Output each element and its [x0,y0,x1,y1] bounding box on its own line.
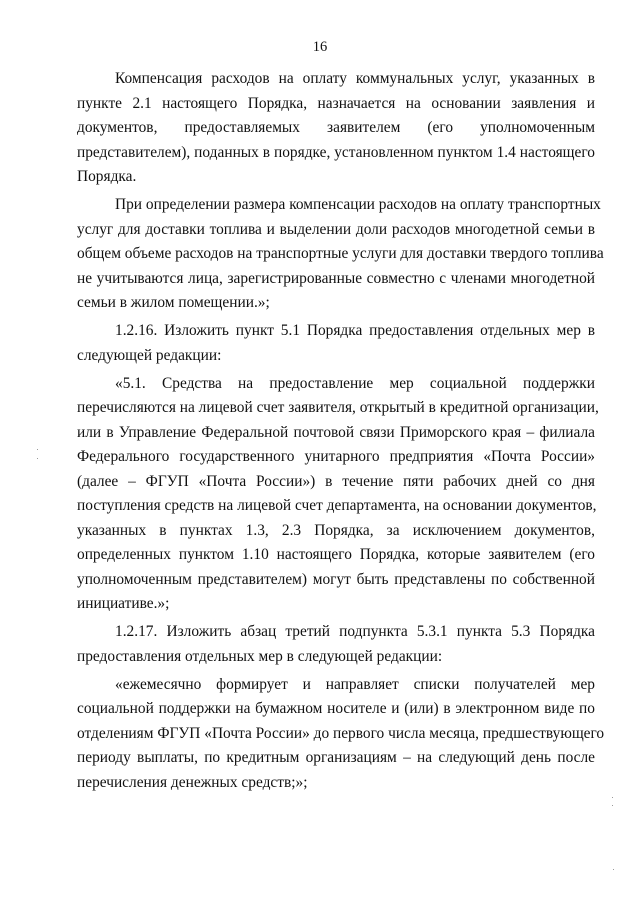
paragraph-clause-5-1 [77,372,599,617]
text-line: не учитываются лица, зарегистрированные совместно с членами многодетной [77,269,595,287]
text-line: представителем), поданных в порядке, установленном пунктом 1.4 настоящего [77,143,595,161]
text-line: документов, предоставляемых заявителем (его уполномоченным [77,119,595,136]
paragraph-item-1-2-17 [77,620,595,669]
text-line: При определении размера компенсации расходов на оплату транспортных [115,196,601,213]
text-line: семьи в жилом помещении.»; [77,294,270,311]
text-line: пункте 2.1 настоящего Порядка, назначается на основании заявления и [77,94,595,112]
text-line: Федерального государственного унитарного предприятия «Почта России» [77,448,595,465]
text-line: или в Управление Федеральной почтовой связи Приморского края – филиала [77,423,595,441]
paragraph-item-1-2-16 [77,319,595,368]
text-line: указанных в пунктах 1.3, 2.3 Порядка, за исключением документов, [77,521,595,539]
text-line: поступления средств на лицевой счет департамента, на основании документов, [77,497,597,514]
paragraph-clause-monthly-lists [77,673,605,796]
scan-speck [37,458,38,459]
text-line: следующей редакции: [77,346,222,364]
text-line: инициативе.»; [77,595,170,612]
text-line: перечисляются на лицевой счет заявителя, открытый в кредитной организации, [77,399,599,416]
text-line: социальной поддержки на бумажном носителе и (или) в электронном виде по [77,700,595,717]
text-line: «5.1. Средства на предоставление мер социальной поддержки [115,374,595,392]
text-line: 1.2.17. Изложить абзац третий подпункта 5.3.1 пункта 5.3 Порядка [115,623,595,640]
page-number: 16 [312,39,328,55]
text-line: уполномоченным представителем) могут быть представлены по собственной [77,570,595,588]
text-line: (далее – ФГУП «Почта России») в течение пяти рабочих дней со дня [77,472,595,490]
text-line: услуг для доставки топлива и выделении доли расходов многодетной семьи в [77,220,595,238]
document-body [77,67,605,799]
text-line: определенных пунктом 1.10 настоящего Порядка, которые заявителем (его [77,546,595,563]
text-line: Порядка. [77,168,137,185]
text-line: перечисления денежных средств;»; [77,773,308,791]
scan-speck [612,797,613,798]
text-line: предоставления отдельных мер в следующей редакции: [77,647,443,665]
scan-speck [612,805,613,806]
paragraph-compensation-transport [77,193,604,316]
scan-speck [613,869,614,870]
text-line: общем объеме расходов на транспортные услуги для доставки твердого топлива [77,245,604,262]
text-line: 1.2.16. Изложить пункт 5.1 Порядка предоставления отдельных мер в [115,322,595,339]
scan-speck [37,449,38,450]
text-line: Компенсация расходов на оплату коммунальных услуг, указанных в [115,70,595,87]
paragraph-compensation-utilities [77,67,595,190]
text-line: отделениям ФГУП «Почта России» до первого числа месяца, предшествующего [77,724,605,742]
text-line: «ежемесячно формирует и направляет списки получателей мер [115,675,595,693]
text-line: периоду выплаты, по кредитным организациям – на следующий день после [77,749,595,766]
